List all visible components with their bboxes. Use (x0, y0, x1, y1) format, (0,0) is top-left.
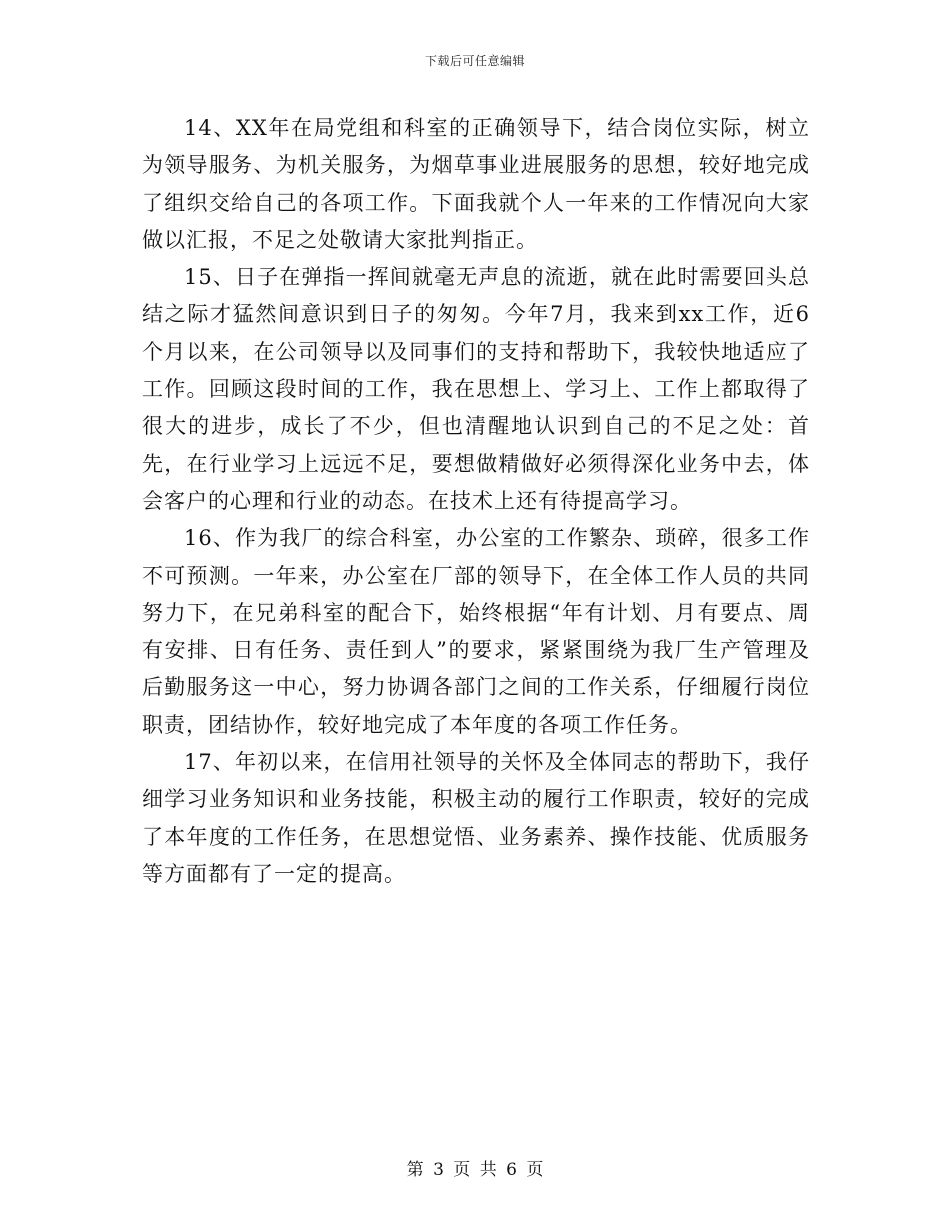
page-header: 下载后可任意编辑 (424, 54, 525, 68)
page-number-footer: 第 3 页 共 6 页 (406, 1160, 544, 1180)
document-body (142, 110, 810, 893)
paragraph-14: 14、XX年在局党组和科室的正确领导下，结合岗位实际，树立为领导服务、为机关服务，为烟草事业进展服务的思想，较好地完成了组织交给自己的各项工作。下面我就个人一年来的工作情况向大家做以汇报，不足之处敬请大家批判指正。 (142, 116, 810, 252)
paragraph-17: 17、年初以来，在信用社领导的关怀及全体同志的帮助下，我仔细学习业务知识和业务技能，积极主动的履行工作职责，较好的完成了本年度的工作任务，在思想觉悟、业务素养、操作技能、优质服务等方面都有了一定的提高。 (142, 750, 810, 886)
paragraph-16: 16、作为我厂的综合科室，办公室的工作繁杂、琐碎，很多工作不可预测。一年来，办公室在厂部的领导下，在全体工作人员的共同努力下，在兄弟科室的配合下，始终根据“年有计划、月有要点、周有安排、日有任务、责任到人”的要求，紧紧围绕为我厂生产管理及后勤服务这一中心，努力协调各部门之间的工作关系，仔细履行岗位职责，团结协作，较好地完成了本年度的各项工作任务。 (142, 526, 810, 737)
paragraph-15: 15、日子在弹指一挥间就毫无声息的流逝，就在此时需要回头总结之际才猛然间意识到日子的匆匆。今年7月，我来到xx工作，近6个月以来，在公司领导以及同事们的支持和帮助下，我较快地适应了工作。回顾这段时间的工作，我在思想上、学习上、工作上都取得了很大的进步，成长了不少，但也清醒地认识到自己的不足之处：首先，在行业学习上远远不足，要想做精做好必须得深化业务中去，体会客户的心理和行业的动态。在技术上还有待提高学习。 (142, 265, 810, 513)
